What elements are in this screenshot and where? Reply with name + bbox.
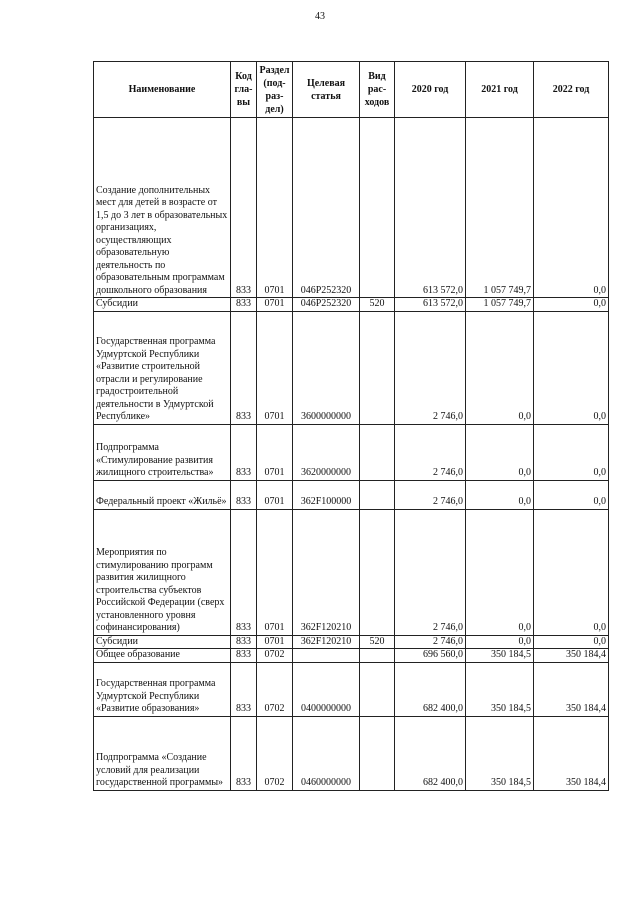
row-type: 520 (360, 298, 395, 312)
header-name: Наименование (94, 62, 231, 118)
header-target: Целевая статья (293, 62, 360, 118)
row-section: 0701 (257, 298, 293, 312)
row-type (360, 649, 395, 663)
row-2020: 2 746,0 (395, 635, 466, 649)
table-row (94, 311, 609, 424)
row-2021: 0,0 (466, 635, 534, 649)
row-section: 0702 (257, 716, 293, 790)
row-target: 362F120210 (293, 635, 360, 649)
row-2021: 1 057 749,7 (466, 298, 534, 312)
row-chapter: 833 (231, 635, 257, 649)
row-name: Государственная программа Удмуртской Республики «Развитие строительной отрасли и регулирование градостроительной деятельности в Удмуртской Республике» (94, 311, 231, 424)
row-name: Федеральный проект «Жильё» (94, 480, 231, 509)
row-2021: 0,0 (466, 424, 534, 480)
row-section: 0702 (257, 662, 293, 716)
row-2022: 0,0 (534, 298, 609, 312)
row-target: 046P252320 (293, 118, 360, 298)
row-chapter: 833 (231, 298, 257, 312)
row-2020: 613 572,0 (395, 298, 466, 312)
row-section: 0701 (257, 635, 293, 649)
table-row (94, 298, 609, 312)
row-2020: 682 400,0 (395, 716, 466, 790)
table-row (94, 635, 609, 649)
header-2022: 2022 год (534, 62, 609, 118)
table-row (94, 649, 609, 663)
row-chapter: 833 (231, 311, 257, 424)
row-type (360, 424, 395, 480)
row-2022: 0,0 (534, 311, 609, 424)
header-row (94, 62, 609, 118)
row-target: 3620000000 (293, 424, 360, 480)
row-target: 362F100000 (293, 480, 360, 509)
row-2021: 350 184,5 (466, 649, 534, 663)
row-name: Субсидии (94, 298, 231, 312)
row-type (360, 716, 395, 790)
row-type (360, 311, 395, 424)
row-chapter: 833 (231, 480, 257, 509)
row-2021: 350 184,5 (466, 716, 534, 790)
row-name: Общее образование (94, 649, 231, 663)
page-number: 43 (315, 11, 325, 22)
row-name: Подпрограмма «Стимулирование развития жилищного строительства» (94, 424, 231, 480)
row-type (360, 480, 395, 509)
header-type: Вид рас-ходов (360, 62, 395, 118)
row-2022: 0,0 (534, 480, 609, 509)
table-row (94, 716, 609, 790)
row-2020: 2 746,0 (395, 424, 466, 480)
table-row (94, 662, 609, 716)
row-section: 0701 (257, 480, 293, 509)
row-name: Создание дополнительных мест для детей в возрасте от 1,5 до 3 лет в образовательных организациях, осуществляющих образовательную деятельность по образовательным программам дошкольного образования (94, 118, 231, 298)
row-type (360, 118, 395, 298)
row-2022: 350 184,4 (534, 649, 609, 663)
row-2021: 350 184,5 (466, 662, 534, 716)
header-chapter: Код гла-вы (231, 62, 257, 118)
table-row (94, 424, 609, 480)
row-section: 0702 (257, 649, 293, 663)
row-target: 0400000000 (293, 662, 360, 716)
budget-table (93, 61, 609, 791)
row-type (360, 509, 395, 635)
row-2020: 613 572,0 (395, 118, 466, 298)
row-chapter: 833 (231, 662, 257, 716)
header-2021: 2021 год (466, 62, 534, 118)
row-2020: 2 746,0 (395, 480, 466, 509)
row-2022: 350 184,4 (534, 716, 609, 790)
row-chapter: 833 (231, 649, 257, 663)
row-chapter: 833 (231, 509, 257, 635)
row-section: 0701 (257, 509, 293, 635)
row-section: 0701 (257, 424, 293, 480)
row-name: Субсидии (94, 635, 231, 649)
row-2020: 696 560,0 (395, 649, 466, 663)
table-row (94, 118, 609, 298)
row-target: 362F120210 (293, 509, 360, 635)
row-2020: 2 746,0 (395, 509, 466, 635)
row-2021: 0,0 (466, 480, 534, 509)
row-type (360, 662, 395, 716)
row-chapter: 833 (231, 118, 257, 298)
row-type: 520 (360, 635, 395, 649)
header-2020: 2020 год (395, 62, 466, 118)
row-2022: 0,0 (534, 118, 609, 298)
row-target: 3600000000 (293, 311, 360, 424)
row-name: Мероприятия по стимулированию программ развития жилищного строительства субъектов Российской Федерации (сверх установленного уровня софинансирования) (94, 509, 231, 635)
row-section: 0701 (257, 118, 293, 298)
row-2022: 0,0 (534, 424, 609, 480)
table-row (94, 509, 609, 635)
row-target (293, 649, 360, 663)
header-section: Раздел (под-раз-дел) (257, 62, 293, 118)
row-section: 0701 (257, 311, 293, 424)
table-row (94, 480, 609, 509)
row-2020: 2 746,0 (395, 311, 466, 424)
row-2022: 0,0 (534, 509, 609, 635)
row-2021: 1 057 749,7 (466, 118, 534, 298)
row-name: Государственная программа Удмуртской Республики «Развитие образования» (94, 662, 231, 716)
row-chapter: 833 (231, 716, 257, 790)
row-target: 0460000000 (293, 716, 360, 790)
row-name: Подпрограмма «Создание условий для реализации государственной программы» (94, 716, 231, 790)
row-2021: 0,0 (466, 509, 534, 635)
row-chapter: 833 (231, 424, 257, 480)
row-2022: 350 184,4 (534, 662, 609, 716)
row-target: 046P252320 (293, 298, 360, 312)
row-2022: 0,0 (534, 635, 609, 649)
row-2020: 682 400,0 (395, 662, 466, 716)
row-2021: 0,0 (466, 311, 534, 424)
